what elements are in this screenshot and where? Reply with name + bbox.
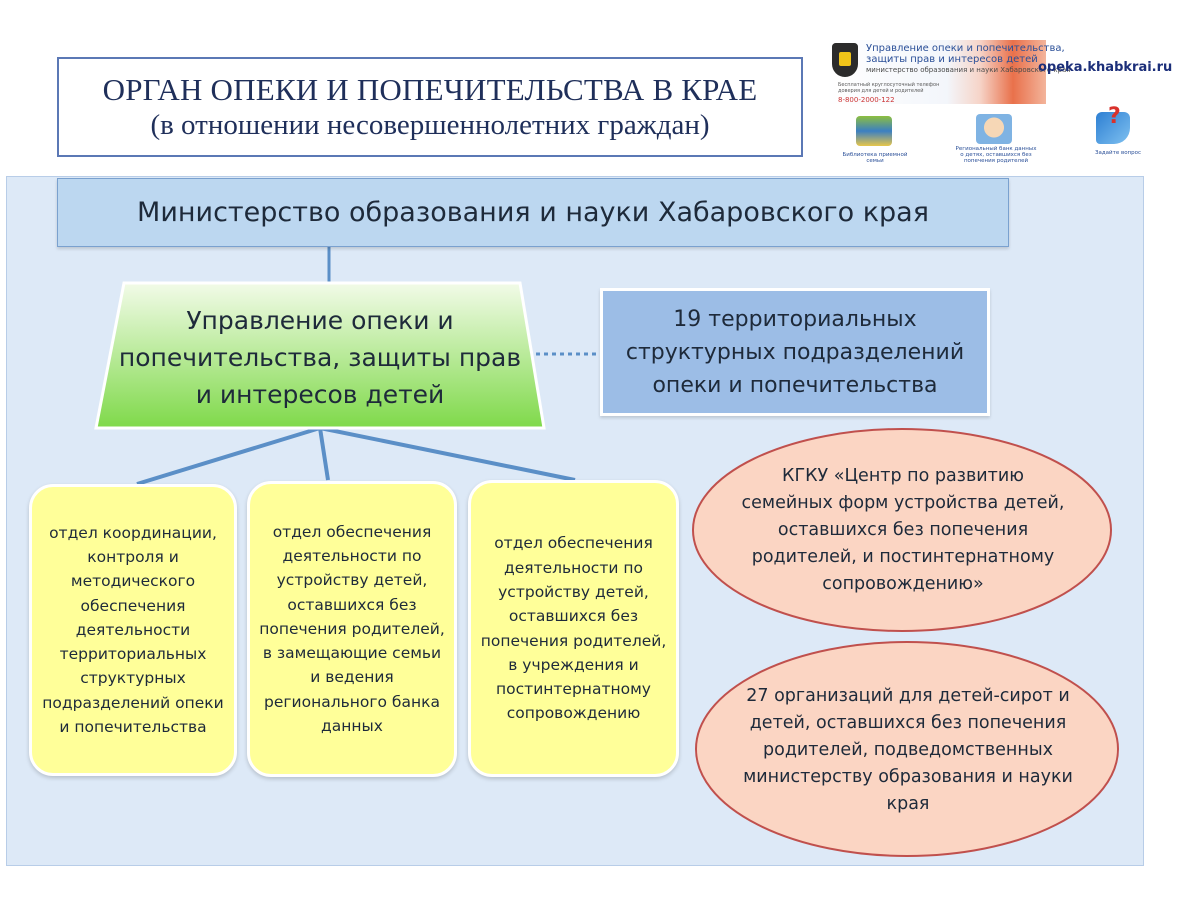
website-banner-line1: Управление опеки и попечительства, [866,43,1065,54]
page-title: ОРГАН ОПЕКИ И ПОПЕЧИТЕЛЬСТВА В КРАЕ [102,72,758,107]
dept2-connector [320,428,328,480]
organizations-label: 27 организаций для детей-сирот и детей, оставшихся без попечения родителей, подведомственных министерству образования и науки края [743,685,1073,814]
dept1-connector [137,428,320,484]
website-banner-line2: защиты прав и интересов детей [866,54,1038,65]
page-subtitle: (в отношении несовершеннолетних граждан) [150,109,710,141]
question-mark-icon: ? [1108,104,1121,129]
department-coordination: отдел координации, контроля и методического обеспечения деятельности территориальных структурных подразделений опеки и попечительства [29,484,237,776]
library-caption: Библиотека приемной семьи [842,152,908,164]
website-banner-sub: министерство образования и науки Хабаровского края [866,66,1071,74]
ministry-box: Министерство образования и науки Хабаровского края [57,178,1009,247]
dept3-connector [320,428,575,480]
website-phone: 8-800-2000-122 [838,96,895,104]
territorial-box: 19 территориальных структурных подразделений опеки и попечительства [600,288,990,416]
website-url[interactable]: opeka.khabkrai.ru [1038,60,1173,75]
databank-caption: Региональный банк данных о детях, оставшихся без попечения родителей [955,146,1037,164]
department-family-placement: отдел обеспечения деятельности по устройству детей, оставшихся без попечения родителей, в замещающие семьи и ведения регионального банка данных [247,481,457,777]
management-label: Управление опеки и попечительства, защиты прав и интересов детей [118,305,522,409]
department-institution-placement: отдел обеспечения деятельности по устройству детей, оставшихся без попечения родителей, в учреждения и постинтернатному сопровождению [468,480,679,777]
kgku-label: КГКУ «Центр по развитию семейных форм устройства детей, оставшихся без попечения родителей, и постинтернатному сопровождению» [741,465,1065,594]
question-caption: Задайте вопрос [1094,150,1142,156]
website-hotline: Бесплатный круглосуточный телефон доверия для детей и родителей [838,82,940,94]
